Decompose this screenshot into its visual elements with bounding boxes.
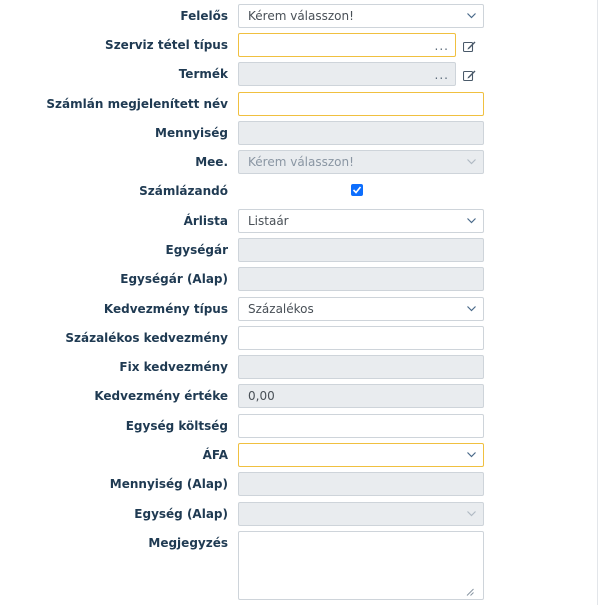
afa-select[interactable] [238,443,484,467]
kedvezmeny-erteke-label: Kedvezmény értéke [94,389,228,403]
megjegyzes-textarea[interactable] [238,531,484,600]
row-arlista [0,209,602,233]
mennyiseg-alap-label: Mennyiség (Alap) [109,477,228,491]
row-felelos [0,4,602,28]
egysegar-input[interactable] [238,238,484,262]
mennyiseg-input[interactable] [238,121,484,145]
szamlan-nev-input[interactable] [238,92,484,116]
felelos-select[interactable] [238,4,484,28]
row-kedvezmeny-tipus [0,297,602,321]
egyseg-koltseg-label: Egység költség [125,419,228,433]
kedvezmeny-tipus-value: Százalékos [248,302,314,316]
mee-label: Mee. [195,155,228,169]
row-egyseg-koltseg [0,414,602,438]
edit-icon[interactable] [463,67,476,80]
row-egysegar-alap [0,267,602,291]
szerviz-tetel-tipus-picker[interactable] [238,33,456,57]
row-egysegar [0,238,602,262]
termek-picker[interactable] [238,62,456,86]
szazalekos-kedvezmeny-input[interactable] [238,326,484,350]
fix-kedvezmeny-label: Fix kedvezmény [119,360,228,374]
kedvezmeny-tipus-select[interactable] [238,297,484,321]
row-mee [0,150,602,174]
kedvezmeny-tipus-label: Kedvezmény típus [103,302,228,316]
row-termek [0,62,602,86]
row-kedvezmeny-erteke [0,384,602,408]
row-megjegyzes [0,531,602,601]
chevron-down-icon [467,452,475,460]
egyseg-alap-label: Egység (Alap) [134,507,228,521]
chevron-down-icon [467,511,475,519]
felelos-label: Felelős [180,9,228,23]
termek-label: Termék [178,67,228,81]
arlista-value: Listaár [248,214,289,228]
row-fix-kedvezmeny [0,355,602,379]
egyseg-koltseg-input[interactable] [238,414,484,438]
row-szamlazando [0,179,602,203]
arlista-label: Árlista [183,214,228,228]
window-edge [597,0,602,605]
egysegar-alap-label: Egységár (Alap) [120,272,228,286]
chevron-down-icon [467,218,475,226]
browse-dots-button[interactable]: ... [434,68,449,82]
browse-dots-button[interactable]: ... [434,39,449,53]
szamlazando-checkbox[interactable] [351,184,363,196]
megjegyzes-label: Megjegyzés [148,536,228,550]
resize-grip-icon[interactable] [466,581,474,589]
felelos-value: Kérem válasszon! [248,9,354,23]
mennyiseg-label: Mennyiség [155,126,228,140]
szazalekos-kedvezmeny-label: Százalékos kedvezmény [65,331,228,345]
chevron-down-icon [467,13,475,21]
fix-kedvezmeny-input[interactable] [238,355,484,379]
row-szamlan-nev [0,92,602,116]
row-mennyiseg [0,121,602,145]
row-mennyiseg-alap [0,472,602,496]
chevron-down-icon [467,306,475,314]
arlista-select[interactable] [238,209,484,233]
szerviz-tetel-tipus-label: Szerviz tétel típus [105,38,228,52]
egyseg-alap-select[interactable] [238,502,484,526]
row-egyseg-alap [0,502,602,526]
szamlan-nev-label: Számlán megjelenített név [46,97,228,111]
row-szerviz-tetel-tipus [0,33,602,57]
egysegar-alap-input[interactable] [238,267,484,291]
szamlazando-label: Számlázandó [139,184,228,198]
afa-label: ÁFA [202,448,228,462]
mee-value: Kérem válasszon! [248,155,354,169]
row-afa [0,443,602,467]
kedvezmeny-erteke-value: 0,00 [248,389,275,403]
mee-select[interactable] [238,150,484,174]
egysegar-label: Egységár [165,243,228,257]
chevron-down-icon [467,159,475,167]
mennyiseg-alap-input[interactable] [238,472,484,496]
edit-icon[interactable] [463,38,476,51]
kedvezmeny-erteke-input[interactable] [238,384,484,408]
row-szazalekos-kedvezmeny [0,326,602,350]
